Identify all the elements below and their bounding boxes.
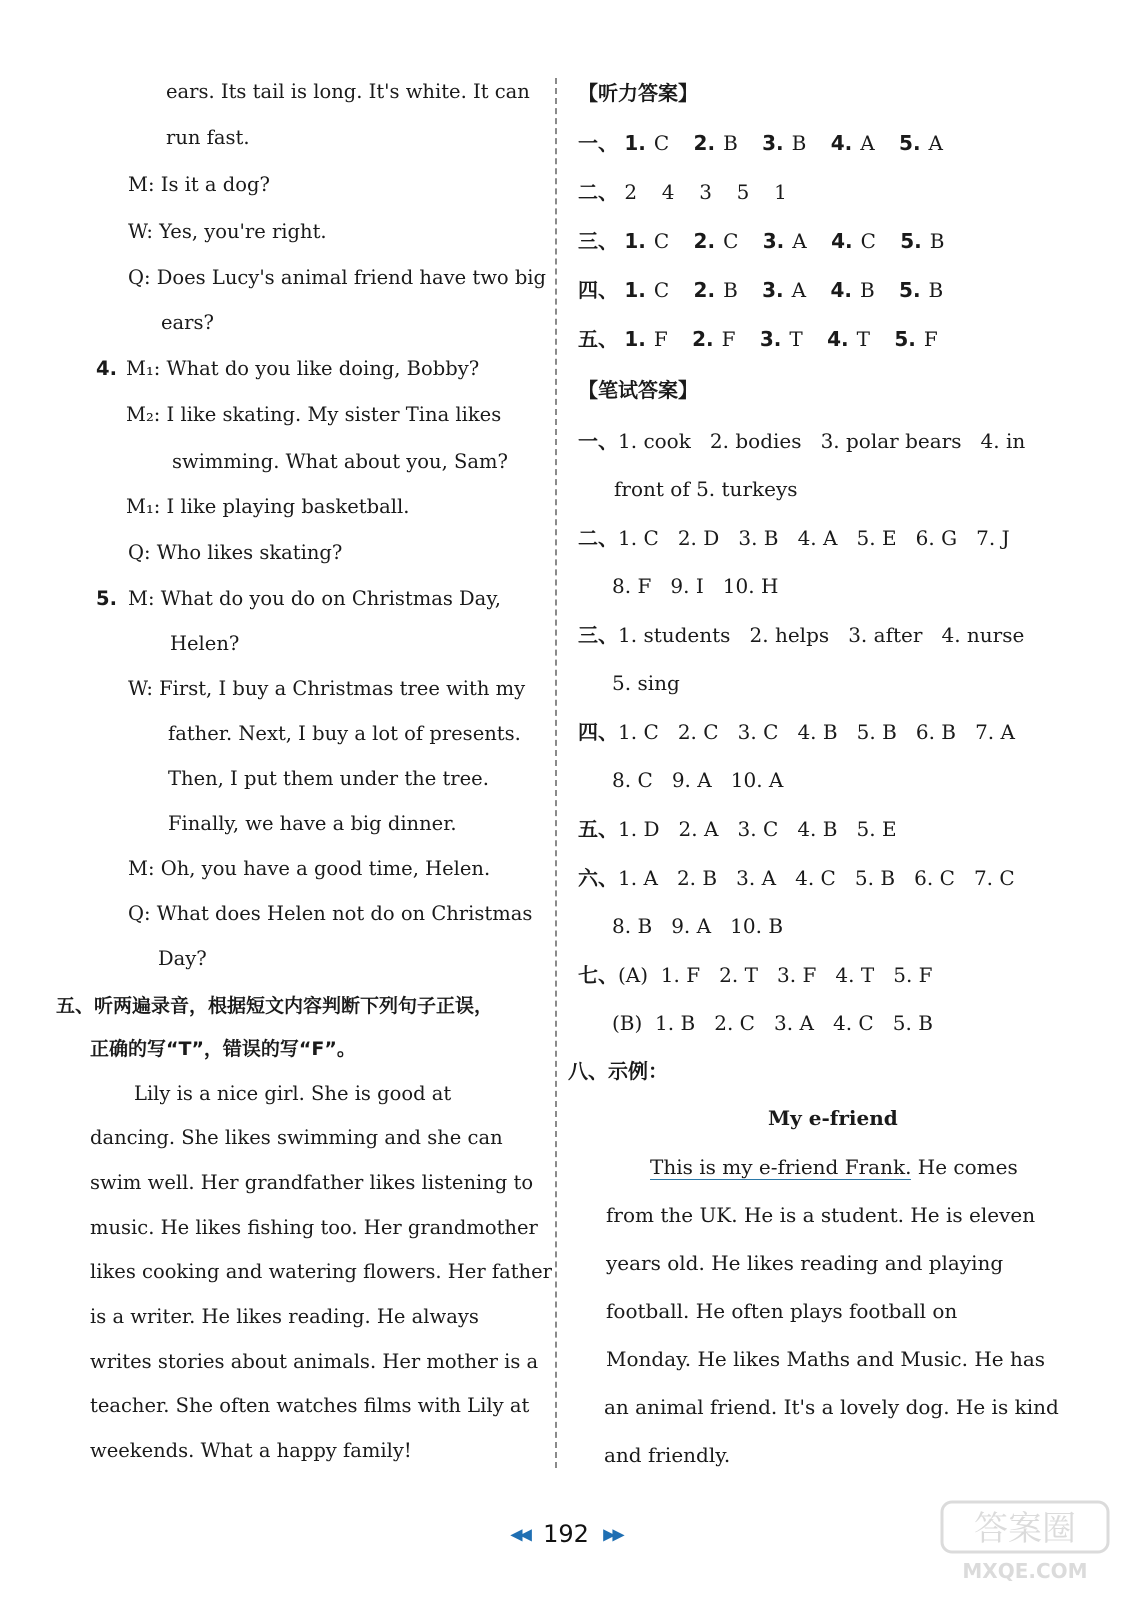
transcript-line: Q: Does Lucy's animal friend have two big: [128, 266, 547, 289]
answer-row-cont: (B) 1. B 2. C 3. A 4. C 5. B: [612, 1011, 933, 1035]
answer-row-cont: 8. F 9. I 10. H: [612, 574, 779, 598]
page-number: 192: [543, 1520, 589, 1548]
answer-row: 一、1. cook 2. bodies 3. polar bears 4. in: [578, 429, 1026, 453]
transcript-line: father. Next, I buy a lot of presents.: [168, 722, 521, 745]
answer-row: 四、 1. C 2. B 3. A 4. B 5. B: [578, 278, 944, 302]
question-number: 5.: [96, 587, 117, 610]
answer-row: 一、 1. C 2. B 3. B 4. A 5. A: [578, 131, 943, 155]
transcript-line: Helen?: [170, 632, 240, 655]
prev-page-arrows-icon: ◀◀: [510, 1524, 529, 1544]
passage-line: weekends. What a happy family!: [90, 1439, 412, 1462]
transcript-line: M₁: What do you like doing, Bobby?: [126, 357, 480, 380]
answer-row: 二、1. C 2. D 3. B 4. A 5. E 6. G 7. J: [578, 526, 1010, 550]
transcript-line: M₁: I like playing basketball.: [126, 495, 410, 518]
answer-row: 四、1. C 2. C 3. C 4. B 5. B 6. B 7. A: [578, 720, 1015, 744]
essay-title: My e-friend: [768, 1106, 898, 1130]
answer-row-cont: 8. C 9. A 10. A: [612, 768, 784, 792]
transcript-line: Finally, we have a big dinner.: [168, 812, 457, 835]
passage-line: likes cooking and watering flowers. Her father: [90, 1260, 552, 1283]
passage-line: Lily is a nice girl. She is good at: [134, 1082, 452, 1105]
essay-line: This is my e-friend Frank. He comes: [650, 1155, 1018, 1179]
transcript-line: W: First, I buy a Christmas tree with my: [128, 677, 526, 700]
transcript-line: W: Yes, you're right.: [128, 220, 327, 243]
next-page-arrows-icon: ▶▶: [603, 1524, 622, 1544]
passage-line: is a writer. He likes reading. He always: [90, 1305, 479, 1328]
transcript-line: swimming. What about you, Sam?: [172, 450, 508, 473]
passage-line: dancing. She likes swimming and she can: [90, 1126, 503, 1149]
watermark-text-top: 答案圈: [974, 1509, 1076, 1549]
passage-line: writes stories about animals. Her mother is a: [90, 1350, 539, 1373]
transcript-line: M₂: I like skating. My sister Tina likes: [126, 403, 502, 426]
answer-row-cont: front of 5. turkeys: [614, 477, 798, 501]
passage-line: music. He likes fishing too. Her grandmother: [90, 1216, 538, 1239]
answer-row-cont: 8. B 9. A 10. B: [612, 914, 784, 938]
essay-line: years old. He likes reading and playing: [606, 1251, 1004, 1275]
column-divider: [555, 78, 557, 1468]
transcript-line: M: Oh, you have a good time, Helen.: [128, 857, 491, 880]
underlined-sentence: This is my e-friend Frank.: [650, 1155, 912, 1179]
transcript-line: ears. Its tail is long. It's white. It can: [166, 80, 530, 103]
transcript-line: run fast.: [166, 126, 250, 149]
section-heading: 正确的写“T”，错误的写“F”。: [90, 1038, 356, 1060]
essay-line: football. He often plays football on: [606, 1299, 958, 1323]
watermark-logo: [940, 1500, 1110, 1585]
watermark-text-bottom: MXQE.COM: [962, 1559, 1088, 1583]
transcript-line: Day?: [158, 947, 207, 970]
answer-row: 三、1. students 2. helps 3. after 4. nurse: [578, 623, 1025, 647]
passage-line: teacher. She often watches films with Lily at: [90, 1394, 530, 1417]
passage-line: swim well. Her grandfather likes listening to: [90, 1171, 534, 1194]
transcript-line: Then, I put them under the tree.: [168, 767, 489, 790]
answer-row: 五、 1. F 2. F 3. T 4. T 5. F: [578, 327, 938, 351]
transcript-line: Q: Who likes skating?: [128, 541, 343, 564]
answer-row-cont: 5. sing: [612, 671, 680, 695]
answer-row: 五、1. D 2. A 3. C 4. B 5. E: [578, 817, 897, 841]
transcript-line: M: What do you do on Christmas Day,: [128, 587, 501, 610]
sample-heading: 八、示例：: [568, 1059, 668, 1083]
question-number: 4.: [96, 357, 117, 380]
section-heading: 五、听两遍录音，根据短文内容判断下列句子正误，: [56, 995, 494, 1017]
essay-line: and friendly.: [604, 1443, 731, 1467]
essay-line: an animal friend. It's a lovely dog. He is kind: [604, 1395, 1059, 1419]
answer-row: 二、 2 4 3 5 1: [578, 180, 791, 204]
essay-line: Monday. He likes Maths and Music. He has: [606, 1347, 1046, 1371]
answer-row: 七、(A) 1. F 2. T 3. F 4. T 5. F: [578, 963, 933, 987]
listening-answers-title: 【听力答案】: [578, 81, 698, 105]
transcript-line: M: Is it a dog?: [128, 173, 270, 196]
essay-line: from the UK. He is a student. He is eleven: [606, 1203, 1036, 1227]
transcript-line: ears?: [161, 311, 214, 334]
answer-row: 三、 1. C 2. C 3. A 4. C 5. B: [578, 229, 945, 253]
written-answers-title: 【笔试答案】: [578, 378, 698, 402]
answer-row: 六、1. A 2. B 3. A 4. C 5. B 6. C 7. C: [578, 866, 1015, 890]
transcript-line: Q: What does Helen not do on Christmas: [128, 902, 533, 925]
